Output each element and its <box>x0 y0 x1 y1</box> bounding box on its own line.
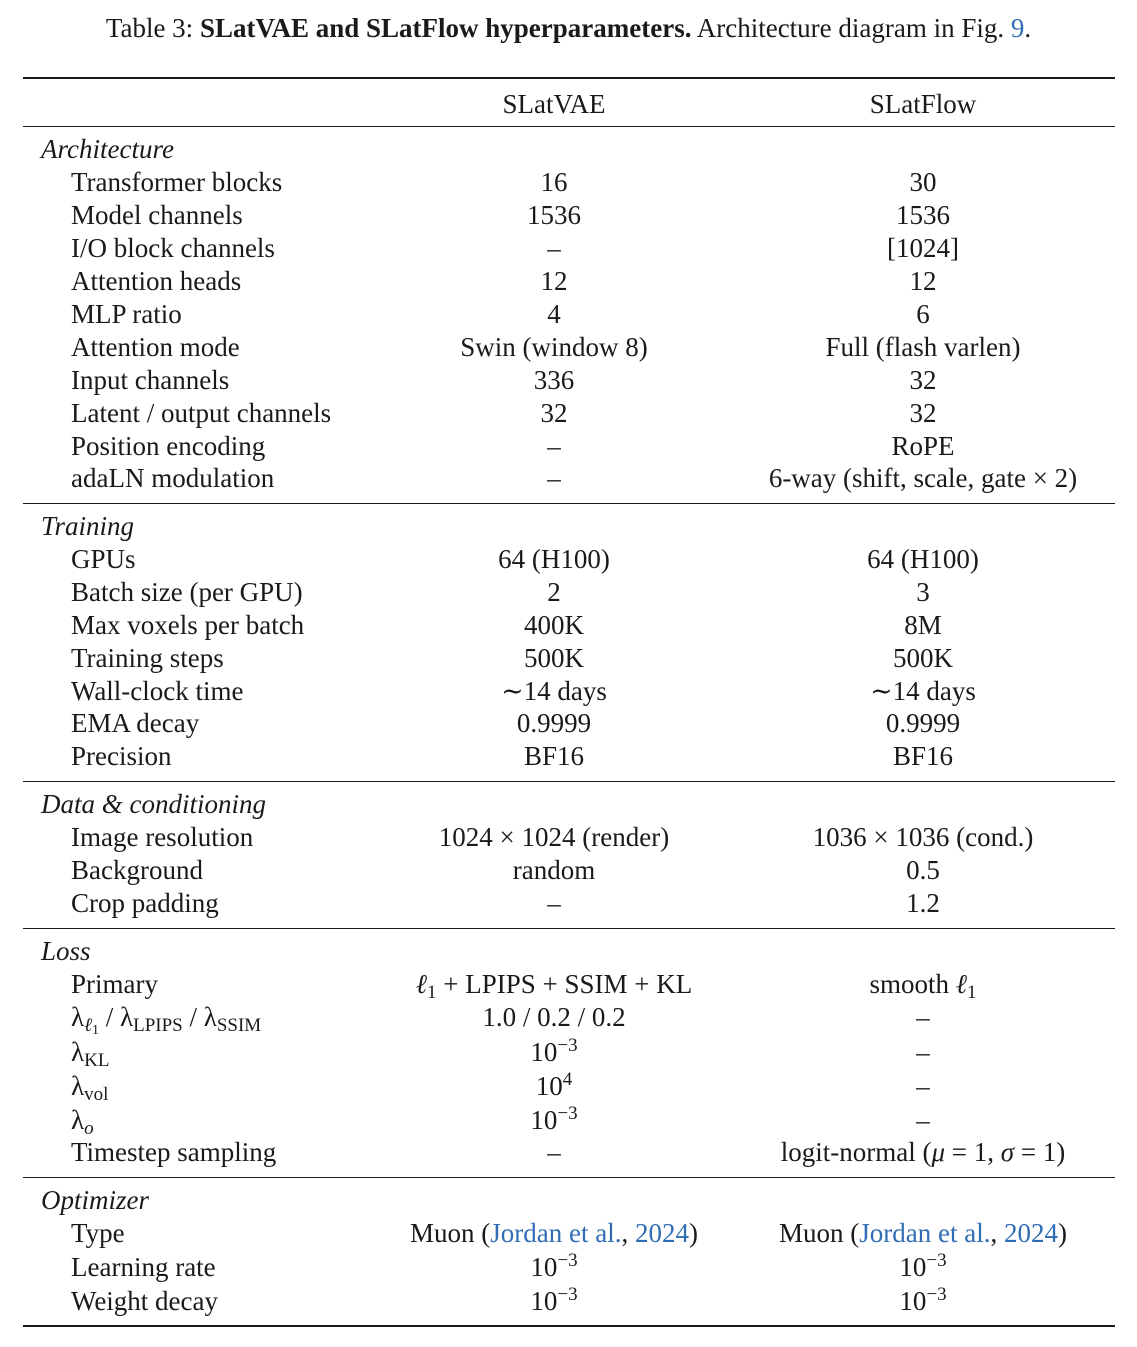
table-row <box>0 331 1137 364</box>
vae-value: 400K <box>524 610 584 640</box>
row-label: Crop padding <box>71 888 219 918</box>
flow-value: 3 <box>916 577 930 607</box>
row-label: I/O block channels <box>71 233 275 263</box>
section-rule <box>23 928 1115 929</box>
table-row <box>0 1285 1137 1318</box>
table-row <box>0 1251 1137 1284</box>
header-rule <box>23 126 1115 127</box>
flow-value: 0.9999 <box>885 708 961 738</box>
table-row <box>0 968 1137 1001</box>
row-label: Batch size (per GPU) <box>71 577 303 607</box>
section-title: Architecture <box>41 134 174 164</box>
vae-value: 16 <box>540 167 568 197</box>
vae-value: – <box>547 1137 561 1167</box>
vae-value: Muon (Jordan et al., 2024) <box>410 1218 698 1248</box>
flow-value: $10^{-3}$ <box>899 1250 947 1282</box>
table-row <box>0 430 1137 463</box>
row-label: Background <box>71 855 203 885</box>
flow-value: 12 <box>909 266 937 296</box>
flow-value: 32 <box>909 365 937 395</box>
table-row <box>0 265 1137 298</box>
section-rule <box>23 503 1115 504</box>
table-row <box>0 675 1137 708</box>
vae-value: 1.0 / 0.2 / 0.2 <box>482 1002 626 1032</box>
section-header <box>0 133 1137 166</box>
row-label: EMA decay <box>71 708 200 738</box>
top-rule <box>23 77 1115 79</box>
flow-value: Full (flash varlen) <box>825 332 1021 362</box>
vae-value: random <box>512 855 596 885</box>
section-header <box>0 788 1137 821</box>
caption-prefix: Table 3: <box>105 13 200 43</box>
table-row <box>0 397 1137 430</box>
flow-value: 32 <box>909 398 937 428</box>
row-label: Input channels <box>71 365 230 395</box>
row-label: Precision <box>71 741 172 771</box>
vae-value: $10^{-3}$ <box>530 1103 578 1135</box>
row-label: Transformer blocks <box>71 167 283 197</box>
table-row <box>0 1136 1137 1169</box>
column-header-slatvae: SLatVAE <box>502 89 606 119</box>
table-row <box>0 609 1137 642</box>
vae-value: 1536 <box>527 200 581 230</box>
table-caption <box>0 8 1137 48</box>
table-row <box>0 821 1137 854</box>
table-row <box>0 854 1137 887</box>
vae-value: 500K <box>524 643 584 673</box>
vae-value: – <box>547 463 561 493</box>
vae-value: ∼14 days <box>501 676 607 706</box>
row-label: Type <box>71 1218 125 1248</box>
flow-value: BF16 <box>892 741 954 771</box>
vae-value: $10^{-3}$ <box>530 1035 578 1067</box>
table-row <box>0 232 1137 265</box>
vae-value: 32 <box>540 398 568 428</box>
table-row <box>0 707 1137 740</box>
flow-value: 8M <box>904 610 942 640</box>
table-header-row <box>0 84 1137 117</box>
flow-value: – <box>916 1037 930 1067</box>
row-label: Learning rate <box>71 1252 216 1282</box>
vae-value: BF16 <box>523 741 585 771</box>
row-label: Latent / output channels <box>71 398 332 428</box>
caption-end: . <box>1024 13 1032 43</box>
row-label: GPUs <box>71 544 136 574</box>
flow-value: 500K <box>893 643 953 673</box>
flow-value: ∼14 days <box>870 676 976 706</box>
flow-value: 1036 × 1036 (cond.) <box>812 822 1034 852</box>
citation-link[interactable]: Jordan et al. <box>490 1218 622 1248</box>
vae-value: $10^{-3}$ <box>530 1250 578 1282</box>
vae-value: 12 <box>540 266 568 296</box>
table-row <box>0 364 1137 397</box>
section-rule <box>23 1177 1115 1178</box>
vae-value: – <box>547 431 561 461</box>
table-row <box>0 166 1137 199</box>
table-row <box>0 298 1137 331</box>
flow-value: – <box>916 1071 930 1101</box>
section-rule <box>23 781 1115 782</box>
vae-value: 2 <box>547 577 561 607</box>
flow-value: $10^{-3}$ <box>899 1284 947 1316</box>
row-label: Training steps <box>71 643 224 673</box>
caption-bold: SLatVAE and SLatFlow hyperparameters. <box>199 13 692 43</box>
row-label: $\lambda_{vol}$ <box>71 1071 109 1105</box>
flow-value: Muon (Jordan et al., 2024) <box>779 1218 1067 1248</box>
vae-value: – <box>547 233 561 263</box>
table-row <box>0 1001 1137 1038</box>
row-label: Wall-clock time <box>71 676 244 706</box>
section-header <box>0 510 1137 543</box>
row-label: Attention heads <box>71 266 242 296</box>
row-label: Timestep sampling <box>71 1137 277 1167</box>
table-row <box>0 462 1137 495</box>
vae-value: Swin (window 8) <box>460 332 648 362</box>
table-row <box>0 199 1137 232</box>
bottom-rule <box>23 1325 1115 1327</box>
row-label: $\lambda_o$ <box>71 1105 94 1139</box>
flow-value: 1.2 <box>906 888 940 918</box>
row-label: $\lambda_{\ell_1} / \lambda_{LPIPS} / \lambda_{SSIM}$ <box>71 1002 262 1038</box>
row-label: MLP ratio <box>71 299 182 329</box>
vae-value: 336 <box>533 365 575 395</box>
flow-value: 0.5 <box>906 855 940 885</box>
section-title: Optimizer <box>41 1185 149 1215</box>
caption-text: Architecture diagram in Fig. <box>691 13 1011 43</box>
flow-value: 6 <box>916 299 930 329</box>
column-header-slatflow: SLatFlow <box>869 89 977 119</box>
flow-value: 64 (H100) <box>867 544 979 574</box>
row-label: Attention mode <box>71 332 240 362</box>
row-label: Model channels <box>71 200 243 230</box>
table-row <box>0 1070 1137 1103</box>
flow-value: 1536 <box>896 200 950 230</box>
row-label: Position encoding <box>71 431 266 461</box>
section-header <box>0 1184 1137 1217</box>
vae-value: 64 (H100) <box>498 544 610 574</box>
table-row <box>0 740 1137 773</box>
table-row <box>0 887 1137 920</box>
row-label: Max voxels per batch <box>71 610 305 640</box>
flow-value: smooth ℓ$_1$ <box>869 969 977 1003</box>
table-row <box>0 642 1137 675</box>
flow-value: – <box>916 1105 930 1135</box>
row-label: Primary <box>71 969 158 999</box>
citation-link[interactable]: Jordan et al. <box>859 1218 991 1248</box>
citation-year-link[interactable]: 2024 <box>634 1218 689 1248</box>
flow-value: RoPE <box>891 431 955 461</box>
section-title: Training <box>41 511 135 541</box>
row-label: adaLN modulation <box>71 463 275 493</box>
flow-value: [1024] <box>887 233 959 263</box>
flow-value: 6-way (shift, scale, gate × 2) <box>768 463 1078 493</box>
flow-value: – <box>916 1002 930 1032</box>
table-row <box>0 543 1137 576</box>
row-label: $\lambda_{KL}$ <box>71 1037 110 1071</box>
row-label: Weight decay <box>71 1286 219 1316</box>
vae-value: 4 <box>547 299 561 329</box>
flow-value: 30 <box>909 167 937 197</box>
table-row <box>0 1217 1137 1250</box>
vae-value: ℓ$_1$ + LPIPS + SSIM + KL <box>415 969 693 1003</box>
section-title: Loss <box>41 936 91 966</box>
citation-year-link[interactable]: 2024 <box>1003 1218 1058 1248</box>
figure-link[interactable]: 9 <box>1010 13 1025 43</box>
vae-value: $10^{-3}$ <box>530 1284 578 1316</box>
vae-value: 0.9999 <box>516 708 592 738</box>
table-row <box>0 576 1137 609</box>
vae-value: – <box>547 888 561 918</box>
table-row <box>0 1104 1137 1137</box>
vae-value: 1024 × 1024 (render) <box>438 822 670 852</box>
row-label: Image resolution <box>71 822 254 852</box>
flow-value: logit-normal (μ = 1, σ = 1) <box>780 1137 1066 1167</box>
section-title: Data & conditioning <box>41 789 266 819</box>
section-header <box>0 935 1137 968</box>
table-row <box>0 1036 1137 1069</box>
vae-value: $10^4$ <box>535 1069 573 1101</box>
